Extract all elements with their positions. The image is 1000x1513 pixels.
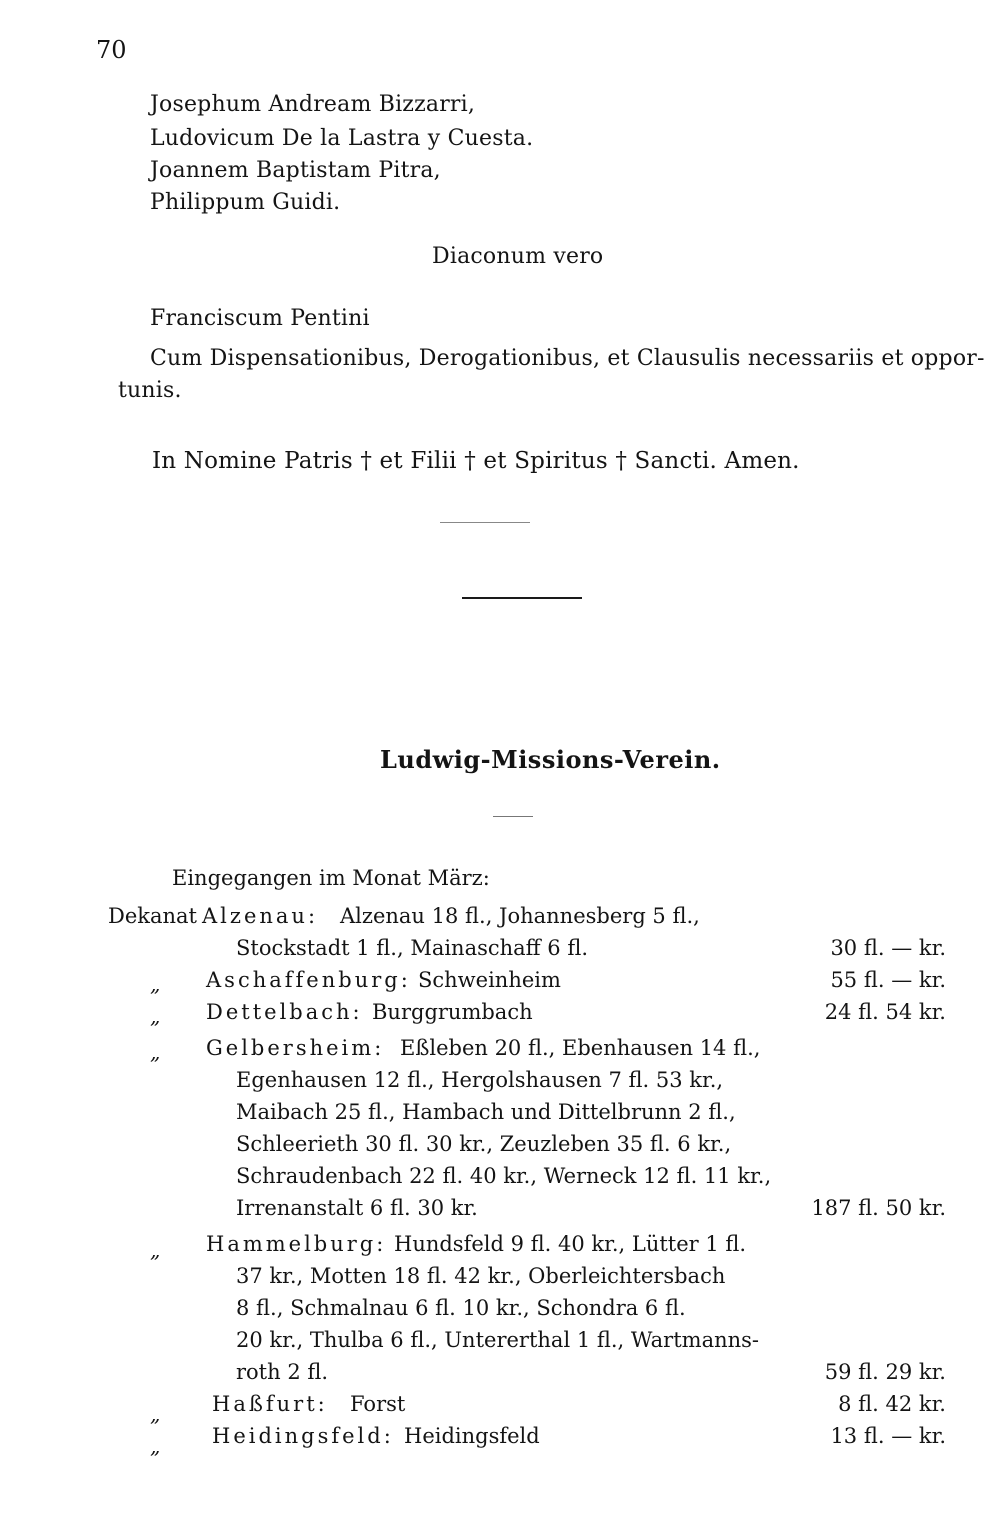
- entry-amount: 187 fl. 50 kr.: [811, 1196, 946, 1220]
- entry-prefix: Dekanat: [108, 904, 197, 928]
- title-ornament: [493, 816, 533, 817]
- entry-line: Maibach 25 fl., Hambach und Dittelbrunn 2 fl.,: [236, 1100, 736, 1124]
- clause-line-1: Cum Dispensationibus, Derogationibus, et Clausulis necessariis et oppor-: [150, 346, 985, 371]
- ditto-mark: „: [150, 1434, 161, 1458]
- entry-amount: 30 fl. — kr.: [830, 936, 946, 960]
- name-line-2: Ludovicum De la Lastra y Cuesta.: [150, 126, 534, 151]
- entry-amount: 8 fl. 42 kr.: [838, 1392, 946, 1416]
- entry-amount: 24 fl. 54 kr.: [824, 1000, 946, 1024]
- entry-line: Alzenau 18 fl., Johannesberg 5 fl.,: [340, 904, 700, 928]
- entry-line: Schraudenbach 22 fl. 40 kr., Werneck 12 fl. 11 kr.,: [236, 1164, 772, 1188]
- entry-line: Stockstadt 1 fl., Mainaschaff 6 fl.: [236, 936, 588, 960]
- ornament-dots: [440, 522, 530, 523]
- entry-line: Schweinheim: [418, 968, 561, 992]
- entry-line: roth 2 fl.: [236, 1360, 329, 1384]
- name-line-1: Josephum Andream Bizzarri,: [150, 92, 476, 117]
- entry-place: Hammelburg:: [206, 1232, 387, 1256]
- entry-place: Dettelbach:: [206, 1000, 363, 1024]
- entry-line: 20 kr., Thulba 6 fl., Untererthal 1 fl., Wartmanns-: [236, 1328, 760, 1352]
- deacon-name: Franciscum Pentini: [150, 306, 370, 331]
- ditto-mark: „: [150, 1238, 161, 1262]
- entry-place: Gelbersheim:: [206, 1036, 385, 1060]
- ditto-mark: „: [150, 972, 161, 996]
- clause-line-2: tunis.: [118, 378, 182, 403]
- entry-line: 8 fl., Schmalnau 6 fl. 10 kr., Schondra 6 fl.: [236, 1296, 686, 1320]
- entry-line: Schleerieth 30 fl. 30 kr., Zeuzleben 35 fl. 6 kr.,: [236, 1132, 732, 1156]
- intro-line: Eingegangen im Monat März:: [172, 866, 490, 890]
- section-divider: [462, 597, 582, 599]
- entry-line: Heidingsfeld: [404, 1424, 540, 1448]
- entry-amount: 55 fl. — kr.: [830, 968, 946, 992]
- entry-line: Hundsfeld 9 fl. 40 kr., Lütter 1 fl.: [394, 1232, 747, 1256]
- entry-line: Egenhausen 12 fl., Hergolshausen 7 fl. 53 kr.,: [236, 1068, 724, 1092]
- entry-line: Forst: [350, 1392, 406, 1416]
- deacon-heading: Diaconum vero: [432, 244, 604, 269]
- page-number: 70: [96, 36, 127, 64]
- ditto-mark: „: [150, 1040, 161, 1064]
- entry-place: Aschaffenburg:: [206, 968, 411, 992]
- section-title: Ludwig-Missions-Verein.: [380, 745, 721, 774]
- entry-place: Alzenau:: [202, 904, 319, 928]
- name-line-3: Joannem Baptistam Pitra,: [150, 158, 441, 183]
- entry-amount: 59 fl. 29 kr.: [824, 1360, 946, 1384]
- ditto-mark: „: [150, 1402, 161, 1426]
- entry-amount: 13 fl. — kr.: [830, 1424, 946, 1448]
- entry-place: Haßfurt:: [212, 1392, 328, 1416]
- name-line-4: Philippum Guidi.: [150, 190, 341, 215]
- entry-line: Eßleben 20 fl., Ebenhausen 14 fl.,: [400, 1036, 761, 1060]
- ditto-mark: „: [150, 1004, 161, 1028]
- entry-line: Irrenanstalt 6 fl. 30 kr.: [236, 1196, 478, 1220]
- entry-line: 37 kr., Motten 18 fl. 42 kr., Oberleichtersbach: [236, 1264, 726, 1288]
- entry-place: Heidingsfeld:: [212, 1424, 394, 1448]
- entry-line: Burggrumbach: [372, 1000, 533, 1024]
- closing-invocation: In Nomine Patris † et Filii † et Spiritus † Sancti. Amen.: [152, 448, 800, 474]
